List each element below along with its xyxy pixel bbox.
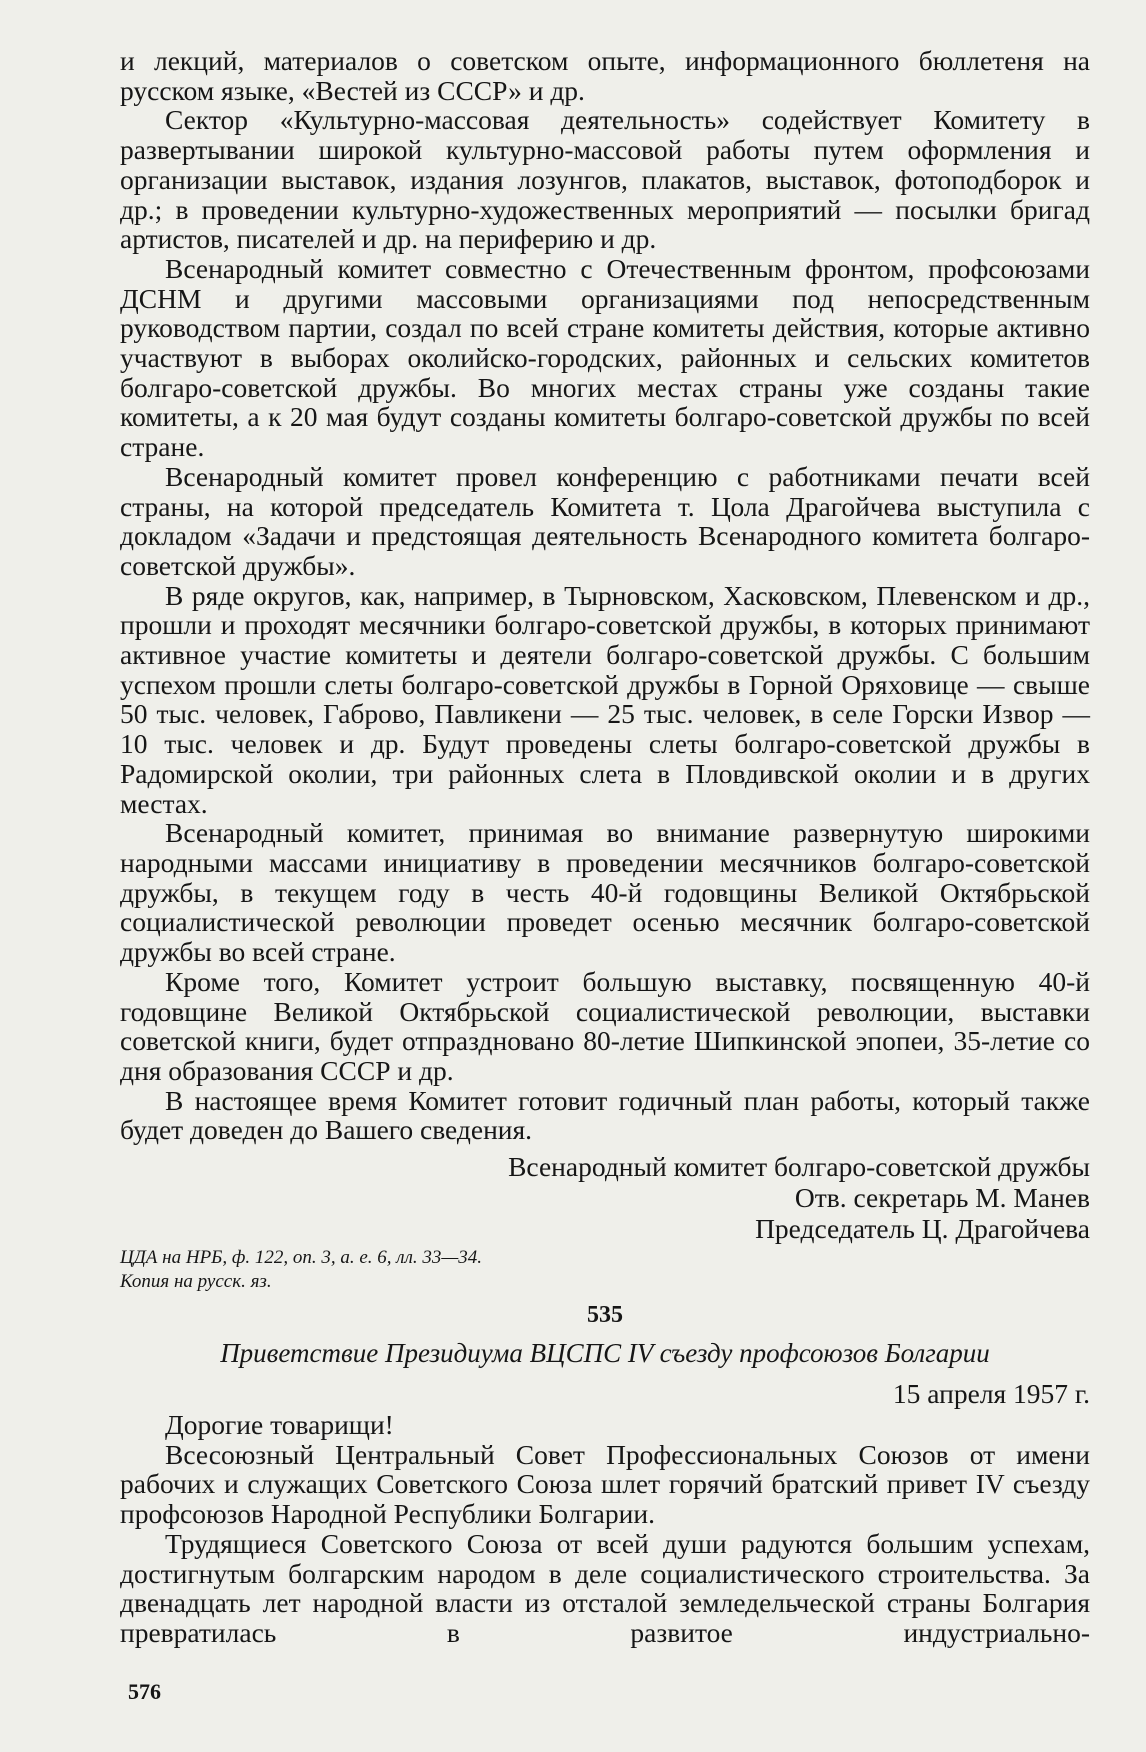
paragraph-exhibition: Кроме того, Комитет устроит большую выставку, посвященную 40-й годовщине Великой Октябрьской социалистической революции, выставки советской книги, будет отпраздновано 80-летие Шипкинской эпопеи, 35-летие со дня образования СССР и др.: [120, 965, 1090, 1086]
paragraph-greeting: Всесоюзный Центральный Совет Профессиональных Союзов от имени рабочих и служащих Советского Союза шлет горячий братский привет IV съезду профсоюзов Народной Республики Болгарии.: [120, 1438, 1090, 1530]
paragraph-achievements: Трудящиеся Советского Союза от всей души радуются большим успехам, достигнутым болгарским народом в деле социалистического строительства. За двенадцать лет народной власти из отсталой земледельческой страны Болгария превратилась в развитое индустриально-: [120, 1527, 1090, 1648]
signature-chair: Председатель Ц. Драгойчева: [755, 1213, 1090, 1245]
salutation: Дорогие товарищи!: [165, 1409, 394, 1441]
paragraph-conference: Всенародный комитет провел конференцию с работниками печати всей страны, на которой председатель Комитета т. Цола Драгойчева выступила с докладом «Задачи и предстоящая деятельность Всенародного комитета болгаро-советской дружбы».: [120, 460, 1090, 581]
paragraph-annual-plan: В настоящее время Комитет готовит годичный план работы, который также будет доведен до Вашего сведения.: [120, 1084, 1090, 1146]
document-date: 15 апреля 1957 г.: [892, 1378, 1090, 1410]
document-number: 535: [587, 1302, 623, 1329]
signature-secretary: Отв. секретарь М. Манев: [794, 1182, 1090, 1214]
document-title: Приветствие Президиума ВЦСПС IV съезду профсоюзов Болгарии: [220, 1338, 990, 1369]
paragraph-month-of-friendship: Всенародный комитет, принимая во внимание развернутую широкими народными массами инициативу в проведении месячников болгаро-советской дружбы, в текущем году в честь 40-й годовщины Великой Октябрьской социалистической революции проведет осенью месячник болгаро-советской дружбы во всей стране.: [120, 817, 1090, 968]
page-number: 576: [128, 1679, 161, 1704]
paragraph-districts: В ряде округов, как, например, в Тырновском, Хасковском, Плевенском и др., прошли и проходят месячники болгаро-советской дружбы, в которых принимают активное участие комитеты и деятели болгаро-советской дружбы. С большим успехом прошли слеты болгаро-советской дружбы в Горной Оряховице — свыше 50 тыс. человек, Габрово, Павликени — 25 тыс. человек, в селе Горски Извор — 10 тыс. человек и др. Будут проведены слеты болгаро-советской дружбы в Радомирской околии, три районных слета в Пловдивской околии и в других местах.: [120, 579, 1090, 819]
paragraph-continuation: и лекций, материалов о советском опыте, информационного бюллетеня на русском языке, «Вестей из СССР» и др.: [120, 45, 1090, 106]
copy-note: Копия на русск. яз.: [120, 1271, 272, 1293]
archive-reference: ЦДА на НРБ, ф. 122, оп. 3, а. е. 6, лл. 33—34.: [120, 1247, 483, 1269]
paragraph-sector-culture: Сектор «Культурно-массовая деятельность» содействует Комитету в развертывании широкой культурно-массовой работы путем оформления и организации выставок, издания лозунгов, плакатов, выставок, фотоподборок и др.; в проведении культурно-художественных мероприятий — посылки бригад артистов, писателей и др. на периферию и др.: [120, 104, 1090, 255]
signature-org: Всенародный комитет болгаро-советской дружбы: [508, 1151, 1090, 1183]
paragraph-committees: Всенародный комитет совместно с Отечественным фронтом, профсоюзами ДСНМ и другими массовыми организациями под непосредственным руководством партии, создал по всей стране комитеты действия, которые активно участвуют в выборах околийско-городских, районных и сельских комитетов болгаро-советской дружбы. Во многих местах страны уже созданы такие комитеты, а к 20 мая будут созданы комитеты болгаро-советской дружбы по всей стране.: [120, 252, 1090, 463]
document-page: [120, 46, 1090, 1648]
